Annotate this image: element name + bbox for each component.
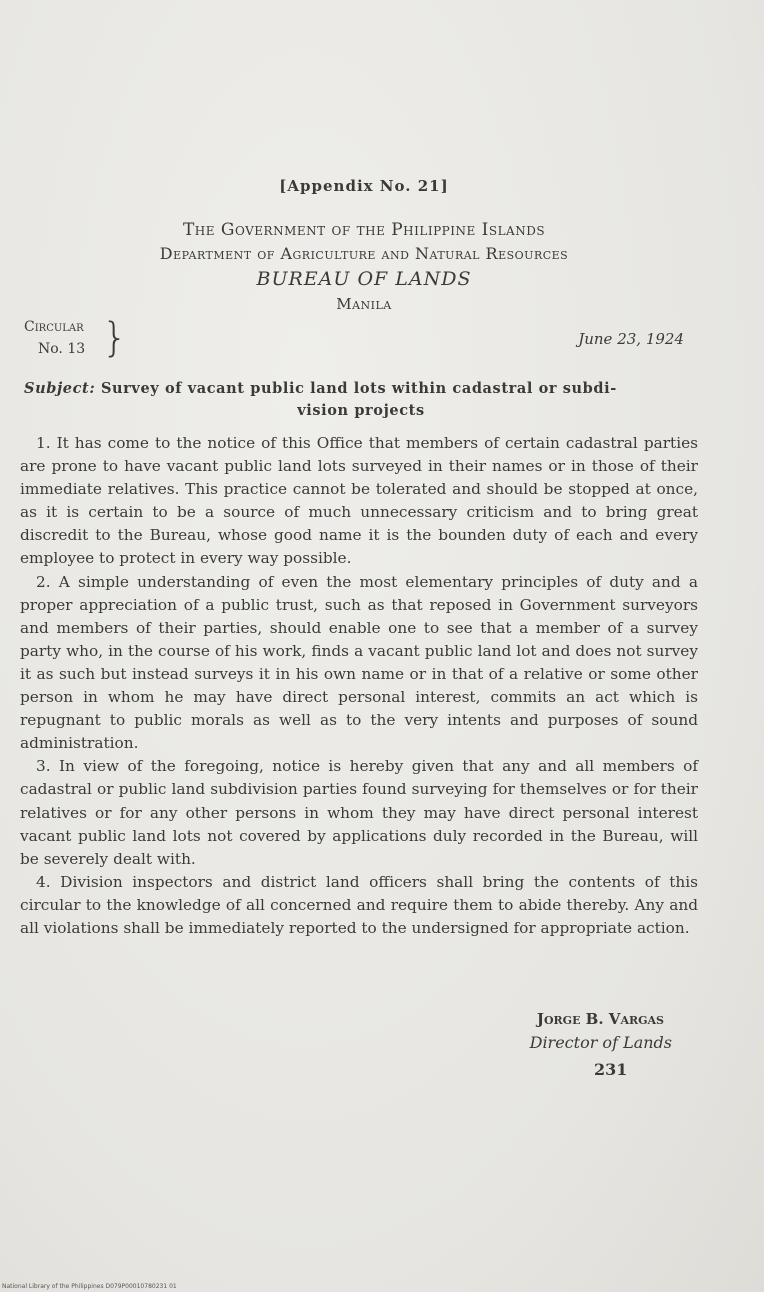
circular-number-block <box>24 316 134 360</box>
archive-footer: National Library of the Philippines D079P00010780231 01 <box>2 1283 177 1290</box>
bureau-heading: BUREAU OF LANDS <box>256 268 472 290</box>
circular-label: Circular <box>24 319 84 335</box>
paragraph-1: 1. It has come to the notice of this Office that members of certain cadastral parties are prone to have vacant public land lots surveyed in their names or in those of their immediate relatives. This practice cannot be tolerated and should be stopped at once, as it is certain to be a source of much unnecessary criticism and to bring great discredit to the Bureau, whose good name it is the bounden duty of each and every employee to protect in every way possible. <box>20 434 698 568</box>
department-heading: Department of Agriculture and Natural Resources <box>159 244 569 263</box>
subject-line <box>24 378 698 422</box>
government-heading: The Government of the Philippine Islands <box>182 220 546 240</box>
paragraph-2: 2. A simple understanding of even the most elementary principles of duty and a proper appreciation of a public trust, such as that reposed in Government surveyors and members of their parties, should enable one to see that a member of a survey party who, in the course of his work, finds a vacant public land lot and does not survey it as such but instead surveys it in his own name or in that of a relative or some other person in whom he may have direct personal interest, commits an act which is repugnant to public morals as well as to the very intents and purposes of sound administration. <box>20 572 698 753</box>
circular-body <box>20 432 698 940</box>
appendix-heading: [Appendix No. 21] <box>279 177 449 195</box>
paragraph-4: 4. Division inspectors and district land officers shall bring the contents of this circular to the knowledge of all concerned and require them to abide thereby. Any and all violations shall be immediately reported to the undersigned for appropriate action. <box>20 872 698 937</box>
subject-text-line2: vision projects <box>297 402 425 419</box>
subject-text-line1: Survey of vacant public land lots within cadastral or subdi- <box>100 380 617 397</box>
paragraph-3: 3. In view of the foregoing, notice is hereby given that any and all members of cadastral or public land subdivision parties found surveying for themselves or for their relatives or for any other persons in whom they may have direct personal interest vacant public land lots not covered by applications duly recorded in the Bureau, will be severely dealt with. <box>20 757 698 868</box>
signatory-name: Jorge B. Vargas <box>536 1010 664 1028</box>
subject-label: Subject: <box>24 380 96 397</box>
location-heading: Manila <box>336 295 392 313</box>
circular-date: June 23, 1924 <box>578 330 684 348</box>
circular-number: No. 13 <box>38 341 86 357</box>
signatory-title: Director of Lands <box>529 1033 672 1052</box>
brace-glyph: } <box>102 315 128 361</box>
page-number: 231 <box>594 1060 628 1079</box>
